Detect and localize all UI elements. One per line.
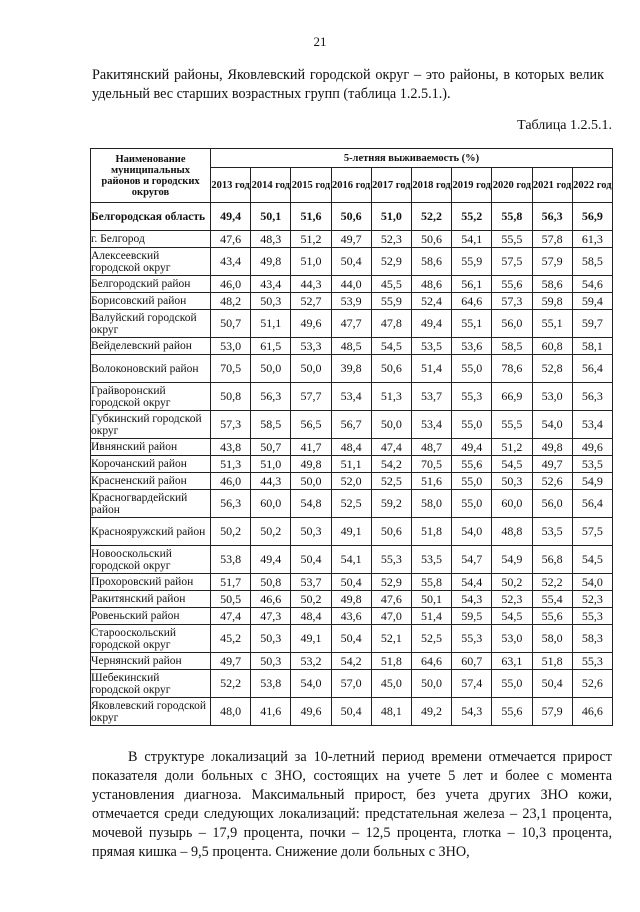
survival-value-cell: 47,6 xyxy=(211,231,251,248)
survival-value-cell: 50,0 xyxy=(291,473,331,490)
survival-value-cell: 57,5 xyxy=(492,248,532,276)
survival-value-cell: 52,6 xyxy=(572,670,612,698)
survival-value-cell: 51,0 xyxy=(251,456,291,473)
year-header: 2020 год xyxy=(492,168,532,203)
survival-value-cell: 54,9 xyxy=(572,473,612,490)
survival-value-cell: 53,5 xyxy=(572,456,612,473)
table-row xyxy=(91,546,613,574)
survival-value-cell: 57,5 xyxy=(572,518,612,546)
survival-value-cell: 53,5 xyxy=(411,546,451,574)
survival-value-cell: 51,6 xyxy=(411,473,451,490)
survival-value-cell: 55,6 xyxy=(492,276,532,293)
survival-value-cell: 50,2 xyxy=(492,574,532,591)
survival-value-cell: 57,0 xyxy=(331,670,371,698)
survival-value-cell: 60,0 xyxy=(492,490,532,518)
survival-value-cell: 55,3 xyxy=(572,608,612,625)
survival-table xyxy=(90,148,613,726)
survival-value-cell: 49,8 xyxy=(331,591,371,608)
survival-value-cell: 47,7 xyxy=(331,310,371,338)
district-name-cell: Прохоровский район xyxy=(91,574,211,591)
table-caption: Таблица 1.2.5.1. xyxy=(517,118,612,133)
district-name-cell: Новооскольский городской округ xyxy=(91,546,211,574)
survival-value-cell: 52,5 xyxy=(371,473,411,490)
survival-value-cell: 53,7 xyxy=(411,383,451,411)
survival-value-cell: 50,8 xyxy=(211,383,251,411)
survival-value-cell: 47,4 xyxy=(211,608,251,625)
survival-value-cell: 49,8 xyxy=(251,248,291,276)
survival-value-cell: 49,6 xyxy=(572,439,612,456)
survival-value-cell: 54,6 xyxy=(572,276,612,293)
survival-value-cell: 54,5 xyxy=(492,456,532,473)
survival-value-cell: 63,1 xyxy=(492,653,532,670)
survival-value-cell: 50,3 xyxy=(251,625,291,653)
survival-value-cell: 57,8 xyxy=(532,231,572,248)
survival-value-cell: 54,0 xyxy=(452,518,492,546)
survival-value-cell: 53,9 xyxy=(331,293,371,310)
survival-value-cell: 55,4 xyxy=(532,591,572,608)
survival-value-cell: 59,4 xyxy=(572,293,612,310)
survival-value-cell: 41,6 xyxy=(251,698,291,726)
survival-value-cell: 49,7 xyxy=(331,231,371,248)
district-name-cell: Вейделевский район xyxy=(91,338,211,355)
survival-value-cell: 51,3 xyxy=(211,456,251,473)
survival-value-cell: 54,5 xyxy=(492,608,532,625)
survival-value-cell: 47,4 xyxy=(371,439,411,456)
survival-value-cell: 50,4 xyxy=(291,546,331,574)
survival-value-cell: 50,4 xyxy=(532,670,572,698)
survival-value-cell: 58,6 xyxy=(411,248,451,276)
survival-value-cell: 61,3 xyxy=(572,231,612,248)
district-name-cell: Красненский район xyxy=(91,473,211,490)
survival-value-cell: 50,1 xyxy=(251,203,291,231)
survival-value-cell: 55,0 xyxy=(452,490,492,518)
district-name-cell: Ивнянский район xyxy=(91,439,211,456)
survival-value-cell: 57,9 xyxy=(532,698,572,726)
survival-value-cell: 47,3 xyxy=(251,608,291,625)
survival-value-cell: 48,5 xyxy=(331,338,371,355)
survival-value-cell: 56,4 xyxy=(572,355,612,383)
district-name-cell: Волоконовский район xyxy=(91,355,211,383)
survival-value-cell: 54,1 xyxy=(452,231,492,248)
survival-value-cell: 50,3 xyxy=(251,653,291,670)
district-name-cell: Краснояружский район xyxy=(91,518,211,546)
survival-value-cell: 51,0 xyxy=(291,248,331,276)
survival-value-cell: 50,6 xyxy=(371,355,411,383)
table-row xyxy=(91,439,613,456)
survival-value-cell: 49,7 xyxy=(211,653,251,670)
survival-value-cell: 52,3 xyxy=(572,591,612,608)
table-row xyxy=(91,698,613,726)
survival-value-cell: 57,7 xyxy=(291,383,331,411)
survival-value-cell: 50,4 xyxy=(331,625,371,653)
survival-value-cell: 52,2 xyxy=(411,203,451,231)
survival-value-cell: 52,3 xyxy=(371,231,411,248)
survival-value-cell: 50,6 xyxy=(371,518,411,546)
survival-value-cell: 70,5 xyxy=(411,456,451,473)
table-row xyxy=(91,574,613,591)
table-row xyxy=(91,591,613,608)
survival-value-cell: 56,3 xyxy=(572,383,612,411)
survival-value-cell: 55,6 xyxy=(452,456,492,473)
survival-value-cell: 55,3 xyxy=(452,625,492,653)
table-row xyxy=(91,518,613,546)
survival-value-cell: 59,7 xyxy=(572,310,612,338)
district-name-cell: Ровеньский район xyxy=(91,608,211,625)
body-paragraph: В структуре локализаций за 10-летний период времени отмечается прирост показателя доли больных с ЗНО, состоящих на учете 5 лет и более с момента установления диагноза. Максимальный прирост, без учета других ЗНО кожи, отмечается среди следующих локализаций: предстательная железа – 23,1 процента, мочевой пузырь – 17,9 процента, почки – 12,5 процента, глотка – 10,3 процента, прямая кишка – 9,5 процента. Снижение доли больных с ЗНО, xyxy=(92,749,612,860)
survival-value-cell: 58,6 xyxy=(532,276,572,293)
table-row xyxy=(91,383,613,411)
survival-value-cell: 54,5 xyxy=(572,546,612,574)
survival-value-cell: 56,4 xyxy=(572,490,612,518)
survival-value-cell: 50,2 xyxy=(291,591,331,608)
survival-value-cell: 49,8 xyxy=(291,456,331,473)
survival-value-cell: 50,4 xyxy=(331,574,371,591)
table-row xyxy=(91,248,613,276)
survival-value-cell: 55,6 xyxy=(492,698,532,726)
survival-value-cell: 48,4 xyxy=(331,439,371,456)
table-row xyxy=(91,625,613,653)
survival-value-cell: 55,8 xyxy=(492,203,532,231)
survival-value-cell: 54,8 xyxy=(291,490,331,518)
survival-value-cell: 52,4 xyxy=(411,293,451,310)
survival-value-cell: 55,3 xyxy=(572,653,612,670)
survival-value-cell: 53,0 xyxy=(211,338,251,355)
survival-value-cell: 50,6 xyxy=(331,203,371,231)
survival-value-cell: 56,0 xyxy=(532,490,572,518)
year-header: 2015 год xyxy=(291,168,331,203)
survival-value-cell: 48,6 xyxy=(411,276,451,293)
survival-value-cell: 59,5 xyxy=(452,608,492,625)
survival-value-cell: 55,6 xyxy=(532,608,572,625)
survival-value-cell: 39,8 xyxy=(331,355,371,383)
table-row xyxy=(91,456,613,473)
survival-value-cell: 55,5 xyxy=(492,411,532,439)
survival-value-cell: 49,6 xyxy=(291,310,331,338)
survival-value-cell: 55,2 xyxy=(452,203,492,231)
table-row xyxy=(91,276,613,293)
survival-value-cell: 52,0 xyxy=(331,473,371,490)
district-name-cell: Борисовский район xyxy=(91,293,211,310)
year-header: 2016 год xyxy=(331,168,371,203)
year-header: 2014 год xyxy=(251,168,291,203)
survival-value-cell: 53,6 xyxy=(452,338,492,355)
survival-value-cell: 54,7 xyxy=(452,546,492,574)
survival-value-cell: 43,4 xyxy=(251,276,291,293)
survival-value-cell: 46,6 xyxy=(572,698,612,726)
survival-value-cell: 48,7 xyxy=(411,439,451,456)
intro-paragraph: Ракитянский районы, Яковлевский городской округ – это районы, в которых велик удельный вес старших возрастных групп (таблица 1.2.5.1.). xyxy=(92,67,604,102)
survival-value-cell: 50,2 xyxy=(211,518,251,546)
survival-value-cell: 53,8 xyxy=(251,670,291,698)
table-row xyxy=(91,355,613,383)
district-name-cell: Красногвардейский район xyxy=(91,490,211,518)
survival-value-cell: 50,7 xyxy=(251,439,291,456)
survival-value-cell: 53,0 xyxy=(532,383,572,411)
survival-value-cell: 54,9 xyxy=(492,546,532,574)
survival-value-cell: 44,0 xyxy=(331,276,371,293)
survival-value-cell: 60,0 xyxy=(251,490,291,518)
survival-value-cell: 55,1 xyxy=(452,310,492,338)
survival-value-cell: 70,5 xyxy=(211,355,251,383)
survival-value-cell: 51,4 xyxy=(411,355,451,383)
survival-value-cell: 51,1 xyxy=(331,456,371,473)
survival-value-cell: 61,5 xyxy=(251,338,291,355)
survival-value-cell: 64,6 xyxy=(411,653,451,670)
table-row xyxy=(91,411,613,439)
survival-value-cell: 51,2 xyxy=(492,439,532,456)
survival-value-cell: 54,0 xyxy=(291,670,331,698)
survival-value-cell: 55,5 xyxy=(492,231,532,248)
table-row xyxy=(91,338,613,355)
district-name-cell: Белгородская область xyxy=(91,203,211,231)
survival-value-cell: 53,3 xyxy=(291,338,331,355)
survival-value-cell: 48,2 xyxy=(211,293,251,310)
district-name-cell: Корочанский район xyxy=(91,456,211,473)
survival-value-cell: 51,2 xyxy=(291,231,331,248)
survival-value-cell: 47,0 xyxy=(371,608,411,625)
survival-value-cell: 51,7 xyxy=(211,574,251,591)
survival-value-cell: 54,5 xyxy=(371,338,411,355)
survival-value-cell: 45,0 xyxy=(371,670,411,698)
survival-value-cell: 52,1 xyxy=(371,625,411,653)
survival-value-cell: 56,3 xyxy=(532,203,572,231)
year-header: 2019 год xyxy=(452,168,492,203)
survival-value-cell: 56,3 xyxy=(211,490,251,518)
survival-value-cell: 58,5 xyxy=(492,338,532,355)
survival-value-cell: 58,0 xyxy=(411,490,451,518)
table-row xyxy=(91,608,613,625)
district-name-cell: Алексеевский городской округ xyxy=(91,248,211,276)
survival-value-cell: 58,5 xyxy=(572,248,612,276)
district-name-cell: Чернянский район xyxy=(91,653,211,670)
survival-value-cell: 46,0 xyxy=(211,276,251,293)
survival-value-cell: 43,6 xyxy=(331,608,371,625)
survival-value-cell: 55,9 xyxy=(452,248,492,276)
district-name-cell: Валуйский городской округ xyxy=(91,310,211,338)
survival-value-cell: 51,0 xyxy=(371,203,411,231)
table-row xyxy=(91,473,613,490)
survival-group-header: 5-летняя выживаемость (%) xyxy=(211,149,613,168)
survival-value-cell: 55,0 xyxy=(452,355,492,383)
survival-value-cell: 55,0 xyxy=(492,670,532,698)
survival-value-cell: 50,4 xyxy=(331,698,371,726)
survival-value-cell: 57,4 xyxy=(452,670,492,698)
survival-value-cell: 53,4 xyxy=(572,411,612,439)
survival-value-cell: 45,5 xyxy=(371,276,411,293)
survival-value-cell: 55,0 xyxy=(452,411,492,439)
district-name-cell: Грайворонский городской округ xyxy=(91,383,211,411)
survival-value-cell: 58,0 xyxy=(532,625,572,653)
survival-value-cell: 78,6 xyxy=(492,355,532,383)
survival-value-cell: 58,3 xyxy=(572,625,612,653)
survival-value-cell: 59,2 xyxy=(371,490,411,518)
survival-value-cell: 66,9 xyxy=(492,383,532,411)
survival-value-cell: 50,8 xyxy=(251,574,291,591)
district-name-cell: Губкинский городской округ xyxy=(91,411,211,439)
survival-value-cell: 44,3 xyxy=(291,276,331,293)
survival-value-cell: 60,7 xyxy=(452,653,492,670)
survival-value-cell: 58,1 xyxy=(572,338,612,355)
survival-value-cell: 48,4 xyxy=(291,608,331,625)
survival-value-cell: 52,2 xyxy=(532,574,572,591)
survival-value-cell: 49,8 xyxy=(532,439,572,456)
survival-value-cell: 54,3 xyxy=(452,591,492,608)
survival-value-cell: 49,1 xyxy=(291,625,331,653)
table-row xyxy=(91,490,613,518)
survival-value-cell: 48,0 xyxy=(211,698,251,726)
survival-value-cell: 47,8 xyxy=(371,310,411,338)
survival-value-cell: 50,3 xyxy=(251,293,291,310)
district-name-cell: Ракитянский район xyxy=(91,591,211,608)
survival-value-cell: 49,4 xyxy=(411,310,451,338)
survival-value-cell: 56,9 xyxy=(572,203,612,231)
survival-value-cell: 50,1 xyxy=(411,591,451,608)
survival-value-cell: 43,8 xyxy=(211,439,251,456)
survival-value-cell: 56,7 xyxy=(331,411,371,439)
survival-value-cell: 52,2 xyxy=(211,670,251,698)
survival-value-cell: 52,3 xyxy=(492,591,532,608)
survival-value-cell: 57,3 xyxy=(492,293,532,310)
survival-value-cell: 52,7 xyxy=(291,293,331,310)
district-name-cell: г. Белгород xyxy=(91,231,211,248)
year-header: 2017 год xyxy=(371,168,411,203)
survival-value-cell: 53,5 xyxy=(532,518,572,546)
survival-value-cell: 52,5 xyxy=(411,625,451,653)
district-name-cell: Старооскольский городской округ xyxy=(91,625,211,653)
table-row xyxy=(91,231,613,248)
survival-value-cell: 56,5 xyxy=(291,411,331,439)
survival-value-cell: 51,3 xyxy=(371,383,411,411)
survival-value-cell: 49,7 xyxy=(532,456,572,473)
survival-value-cell: 49,1 xyxy=(331,518,371,546)
survival-value-cell: 64,6 xyxy=(452,293,492,310)
survival-value-cell: 55,9 xyxy=(371,293,411,310)
survival-value-cell: 53,4 xyxy=(331,383,371,411)
table-row xyxy=(91,293,613,310)
survival-value-cell: 50,4 xyxy=(331,248,371,276)
survival-value-cell: 55,3 xyxy=(452,383,492,411)
survival-value-cell: 51,8 xyxy=(532,653,572,670)
survival-value-cell: 49,4 xyxy=(452,439,492,456)
survival-value-cell: 53,4 xyxy=(411,411,451,439)
survival-value-cell: 52,9 xyxy=(371,574,411,591)
survival-value-cell: 54,0 xyxy=(532,411,572,439)
survival-value-cell: 50,0 xyxy=(371,411,411,439)
survival-value-cell: 45,2 xyxy=(211,625,251,653)
survival-value-cell: 52,6 xyxy=(532,473,572,490)
survival-value-cell: 49,4 xyxy=(211,203,251,231)
survival-value-cell: 53,7 xyxy=(291,574,331,591)
survival-value-cell: 48,3 xyxy=(251,231,291,248)
survival-value-cell: 54,2 xyxy=(331,653,371,670)
survival-value-cell: 50,0 xyxy=(251,355,291,383)
survival-value-cell: 44,3 xyxy=(251,473,291,490)
table-row xyxy=(91,203,613,231)
survival-value-cell: 51,4 xyxy=(411,608,451,625)
survival-value-cell: 56,0 xyxy=(492,310,532,338)
table-row xyxy=(91,670,613,698)
district-name-cell: Белгородский район xyxy=(91,276,211,293)
survival-value-cell: 55,1 xyxy=(532,310,572,338)
survival-value-cell: 51,8 xyxy=(411,518,451,546)
table-row xyxy=(91,310,613,338)
survival-value-cell: 56,3 xyxy=(251,383,291,411)
page-number: 21 xyxy=(313,34,327,49)
survival-value-cell: 47,6 xyxy=(371,591,411,608)
survival-value-cell: 55,8 xyxy=(411,574,451,591)
survival-value-cell: 48,1 xyxy=(371,698,411,726)
survival-value-cell: 50,0 xyxy=(411,670,451,698)
survival-value-cell: 49,2 xyxy=(411,698,451,726)
survival-value-cell: 51,8 xyxy=(371,653,411,670)
survival-value-cell: 50,5 xyxy=(211,591,251,608)
survival-value-cell: 51,6 xyxy=(291,203,331,231)
survival-value-cell: 54,2 xyxy=(371,456,411,473)
survival-value-cell: 57,9 xyxy=(532,248,572,276)
survival-value-cell: 53,5 xyxy=(411,338,451,355)
survival-value-cell: 46,0 xyxy=(211,473,251,490)
survival-value-cell: 50,2 xyxy=(251,518,291,546)
district-name-cell: Шебекинский городской округ xyxy=(91,670,211,698)
survival-value-cell: 50,7 xyxy=(211,310,251,338)
survival-value-cell: 56,8 xyxy=(532,546,572,574)
survival-value-cell: 59,8 xyxy=(532,293,572,310)
survival-value-cell: 49,6 xyxy=(291,698,331,726)
table-body xyxy=(91,203,613,726)
survival-value-cell: 57,3 xyxy=(211,411,251,439)
survival-value-cell: 55,3 xyxy=(371,546,411,574)
year-header: 2021 год xyxy=(532,168,572,203)
survival-value-cell: 50,0 xyxy=(291,355,331,383)
survival-value-cell: 54,3 xyxy=(452,698,492,726)
survival-value-cell: 54,0 xyxy=(572,574,612,591)
name-column-header: Наименование муниципальных районов и городских округов xyxy=(91,149,211,203)
survival-value-cell: 60,8 xyxy=(532,338,572,355)
table-row xyxy=(91,653,613,670)
year-header: 2018 год xyxy=(411,168,451,203)
survival-value-cell: 46,6 xyxy=(251,591,291,608)
survival-value-cell: 53,0 xyxy=(492,625,532,653)
survival-value-cell: 50,3 xyxy=(492,473,532,490)
survival-value-cell: 48,8 xyxy=(492,518,532,546)
survival-value-cell: 52,9 xyxy=(371,248,411,276)
survival-value-cell: 52,5 xyxy=(331,490,371,518)
survival-value-cell: 55,0 xyxy=(452,473,492,490)
survival-value-cell: 52,8 xyxy=(532,355,572,383)
year-header: 2013 год xyxy=(211,168,251,203)
survival-value-cell: 41,7 xyxy=(291,439,331,456)
survival-value-cell: 54,1 xyxy=(331,546,371,574)
survival-value-cell: 50,3 xyxy=(291,518,331,546)
year-header: 2022 год xyxy=(572,168,612,203)
survival-value-cell: 49,4 xyxy=(251,546,291,574)
survival-value-cell: 43,4 xyxy=(211,248,251,276)
survival-value-cell: 54,4 xyxy=(452,574,492,591)
survival-value-cell: 56,1 xyxy=(452,276,492,293)
survival-value-cell: 58,5 xyxy=(251,411,291,439)
survival-value-cell: 51,1 xyxy=(251,310,291,338)
survival-value-cell: 53,2 xyxy=(291,653,331,670)
district-name-cell: Яковлевский городской округ xyxy=(91,698,211,726)
survival-value-cell: 50,6 xyxy=(411,231,451,248)
survival-value-cell: 53,8 xyxy=(211,546,251,574)
